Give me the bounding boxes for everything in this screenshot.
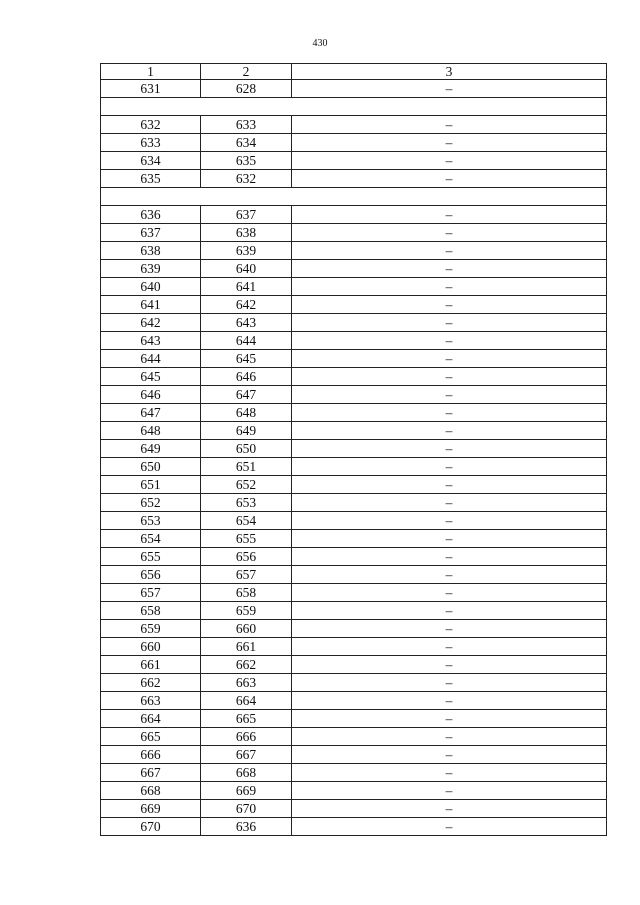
table-cell-col1: 659	[101, 620, 201, 638]
table-cell-col2: 656	[201, 548, 292, 566]
table-row	[101, 170, 607, 188]
table-cell-col1: 666	[101, 746, 201, 764]
table-cell-col3: –	[292, 170, 607, 188]
table-cell-col1: 632	[101, 116, 201, 134]
table-row	[101, 386, 607, 404]
table-cell-col1: 638	[101, 242, 201, 260]
table-cell-col1: 641	[101, 296, 201, 314]
table-cell-col3: –	[292, 458, 607, 476]
table-cell-col1: 668	[101, 782, 201, 800]
table-cell-col3: –	[292, 638, 607, 656]
table-cell-col1: 670	[101, 818, 201, 836]
table-cell-col3: –	[292, 764, 607, 782]
table-row	[101, 404, 607, 422]
table-cell-col3: –	[292, 746, 607, 764]
table-cell-col1: 662	[101, 674, 201, 692]
header-cell-2: 2	[201, 64, 292, 80]
table-cell-col2: 648	[201, 404, 292, 422]
table-cell-col2: 664	[201, 692, 292, 710]
table-cell-col3: –	[292, 674, 607, 692]
table-row	[101, 206, 607, 224]
table-cell-col1: 639	[101, 260, 201, 278]
table-cell-col3: –	[292, 620, 607, 638]
table-row	[101, 422, 607, 440]
table-cell-col3: –	[292, 296, 607, 314]
table-cell-col2: 652	[201, 476, 292, 494]
table-cell-col3: –	[292, 332, 607, 350]
table-cell-col1: 657	[101, 584, 201, 602]
table-cell-col2: 670	[201, 800, 292, 818]
table-row	[101, 314, 607, 332]
table-row	[101, 116, 607, 134]
table-cell-col2: 644	[201, 332, 292, 350]
table-cell-col2: 668	[201, 764, 292, 782]
table-cell-col1: 663	[101, 692, 201, 710]
table-cell-col1: 649	[101, 440, 201, 458]
table-cell-col1: 647	[101, 404, 201, 422]
table-cell-col2: 663	[201, 674, 292, 692]
table-row	[101, 818, 607, 836]
table-cell-col2: 649	[201, 422, 292, 440]
table-cell-col1: 654	[101, 530, 201, 548]
table-cell-col2: 641	[201, 278, 292, 296]
table-header-row	[101, 64, 607, 80]
table-cell-col1: 660	[101, 638, 201, 656]
table-cell-col1: 636	[101, 206, 201, 224]
table-cell-col1: 635	[101, 170, 201, 188]
table-row	[101, 800, 607, 818]
table-cell-col2: 669	[201, 782, 292, 800]
table-cell-col3: –	[292, 566, 607, 584]
table-cell-col3: –	[292, 260, 607, 278]
table-row	[101, 458, 607, 476]
table-cell-col2: 628	[201, 80, 292, 98]
table-row	[101, 710, 607, 728]
table-cell-col2: 658	[201, 584, 292, 602]
table-cell-col2: 657	[201, 566, 292, 584]
table-row	[101, 134, 607, 152]
table-cell-col3: –	[292, 422, 607, 440]
table-cell-col3: –	[292, 206, 607, 224]
table-cell-col3: –	[292, 386, 607, 404]
table-cell-col2: 632	[201, 170, 292, 188]
table-cell-col3: –	[292, 602, 607, 620]
separator-cell	[101, 98, 607, 116]
table-cell-col1: 661	[101, 656, 201, 674]
table-cell-col2: 653	[201, 494, 292, 512]
table-cell-col3: –	[292, 116, 607, 134]
table-cell-col1: 643	[101, 332, 201, 350]
table-row	[101, 656, 607, 674]
table-row	[101, 566, 607, 584]
table-row	[101, 368, 607, 386]
table-cell-col3: –	[292, 548, 607, 566]
table-cell-col1: 648	[101, 422, 201, 440]
table-row	[101, 620, 607, 638]
table-cell-col2: 636	[201, 818, 292, 836]
table-cell-col3: –	[292, 224, 607, 242]
table-cell-col3: –	[292, 368, 607, 386]
table-cell-col1: 642	[101, 314, 201, 332]
table-cell-col3: –	[292, 530, 607, 548]
table-cell-col2: 667	[201, 746, 292, 764]
table-cell-col3: –	[292, 782, 607, 800]
table-cell-col3: –	[292, 80, 607, 98]
table-cell-col2: 638	[201, 224, 292, 242]
table-cell-col1: 653	[101, 512, 201, 530]
table-cell-col1: 665	[101, 728, 201, 746]
table-cell-col1: 634	[101, 152, 201, 170]
table-cell-col2: 637	[201, 206, 292, 224]
header-cell-1: 1	[101, 64, 201, 80]
table-cell-col1: 631	[101, 80, 201, 98]
table-cell-col3: –	[292, 440, 607, 458]
table-separator-row	[101, 98, 607, 116]
table-cell-col3: –	[292, 476, 607, 494]
table-cell-col2: 639	[201, 242, 292, 260]
table-row	[101, 530, 607, 548]
table-cell-col2: 660	[201, 620, 292, 638]
page-number: 430	[312, 38, 328, 49]
table-row	[101, 602, 607, 620]
table-cell-col3: –	[292, 404, 607, 422]
table-row	[101, 674, 607, 692]
table-cell-col2: 634	[201, 134, 292, 152]
header-cell-3: 3	[292, 64, 607, 80]
data-table	[100, 63, 607, 836]
table-cell-col2: 662	[201, 656, 292, 674]
table-cell-col3: –	[292, 512, 607, 530]
table-row	[101, 638, 607, 656]
table-cell-col3: –	[292, 710, 607, 728]
table-cell-col1: 656	[101, 566, 201, 584]
table-cell-col3: –	[292, 728, 607, 746]
table-cell-col1: 644	[101, 350, 201, 368]
table-cell-col3: –	[292, 584, 607, 602]
table-cell-col3: –	[292, 242, 607, 260]
table-body	[101, 64, 607, 836]
table-cell-col3: –	[292, 314, 607, 332]
table-row	[101, 224, 607, 242]
table-cell-col2: 654	[201, 512, 292, 530]
table-cell-col1: 645	[101, 368, 201, 386]
table-cell-col2: 643	[201, 314, 292, 332]
table-cell-col2: 651	[201, 458, 292, 476]
table-row	[101, 278, 607, 296]
table-cell-col2: 665	[201, 710, 292, 728]
table-cell-col1: 633	[101, 134, 201, 152]
table-cell-col1: 664	[101, 710, 201, 728]
table-cell-col1: 651	[101, 476, 201, 494]
separator-cell	[101, 188, 607, 206]
table-row	[101, 584, 607, 602]
table-row	[101, 764, 607, 782]
table-cell-col3: –	[292, 800, 607, 818]
table-row	[101, 494, 607, 512]
table-cell-col1: 669	[101, 800, 201, 818]
table-cell-col2: 661	[201, 638, 292, 656]
table-cell-col1: 667	[101, 764, 201, 782]
table-row	[101, 728, 607, 746]
table-cell-col2: 659	[201, 602, 292, 620]
table-row	[101, 746, 607, 764]
table-cell-col2: 640	[201, 260, 292, 278]
table-row	[101, 476, 607, 494]
table-cell-col3: –	[292, 350, 607, 368]
table-cell-col2: 646	[201, 368, 292, 386]
table-row	[101, 512, 607, 530]
table-cell-col1: 652	[101, 494, 201, 512]
table-row	[101, 332, 607, 350]
table-row	[101, 692, 607, 710]
table-row	[101, 350, 607, 368]
table-cell-col3: –	[292, 818, 607, 836]
table-cell-col1: 640	[101, 278, 201, 296]
table-cell-col2: 645	[201, 350, 292, 368]
table-cell-col1: 658	[101, 602, 201, 620]
table-row	[101, 152, 607, 170]
table-row	[101, 548, 607, 566]
table-cell-col3: –	[292, 692, 607, 710]
table-cell-col2: 666	[201, 728, 292, 746]
table-cell-col2: 655	[201, 530, 292, 548]
table-cell-col2: 633	[201, 116, 292, 134]
table-row	[101, 242, 607, 260]
table-cell-col1: 655	[101, 548, 201, 566]
table-cell-col3: –	[292, 494, 607, 512]
table-cell-col3: –	[292, 134, 607, 152]
table-row	[101, 296, 607, 314]
table-separator-row	[101, 188, 607, 206]
table-row	[101, 782, 607, 800]
table-cell-col2: 635	[201, 152, 292, 170]
table-cell-col2: 647	[201, 386, 292, 404]
table-row	[101, 440, 607, 458]
table-cell-col1: 646	[101, 386, 201, 404]
table-row	[101, 260, 607, 278]
table-cell-col1: 637	[101, 224, 201, 242]
table-cell-col2: 650	[201, 440, 292, 458]
table-row	[101, 80, 607, 98]
table-cell-col3: –	[292, 152, 607, 170]
table-cell-col3: –	[292, 656, 607, 674]
table-cell-col2: 642	[201, 296, 292, 314]
table-cell-col3: –	[292, 278, 607, 296]
table-cell-col1: 650	[101, 458, 201, 476]
